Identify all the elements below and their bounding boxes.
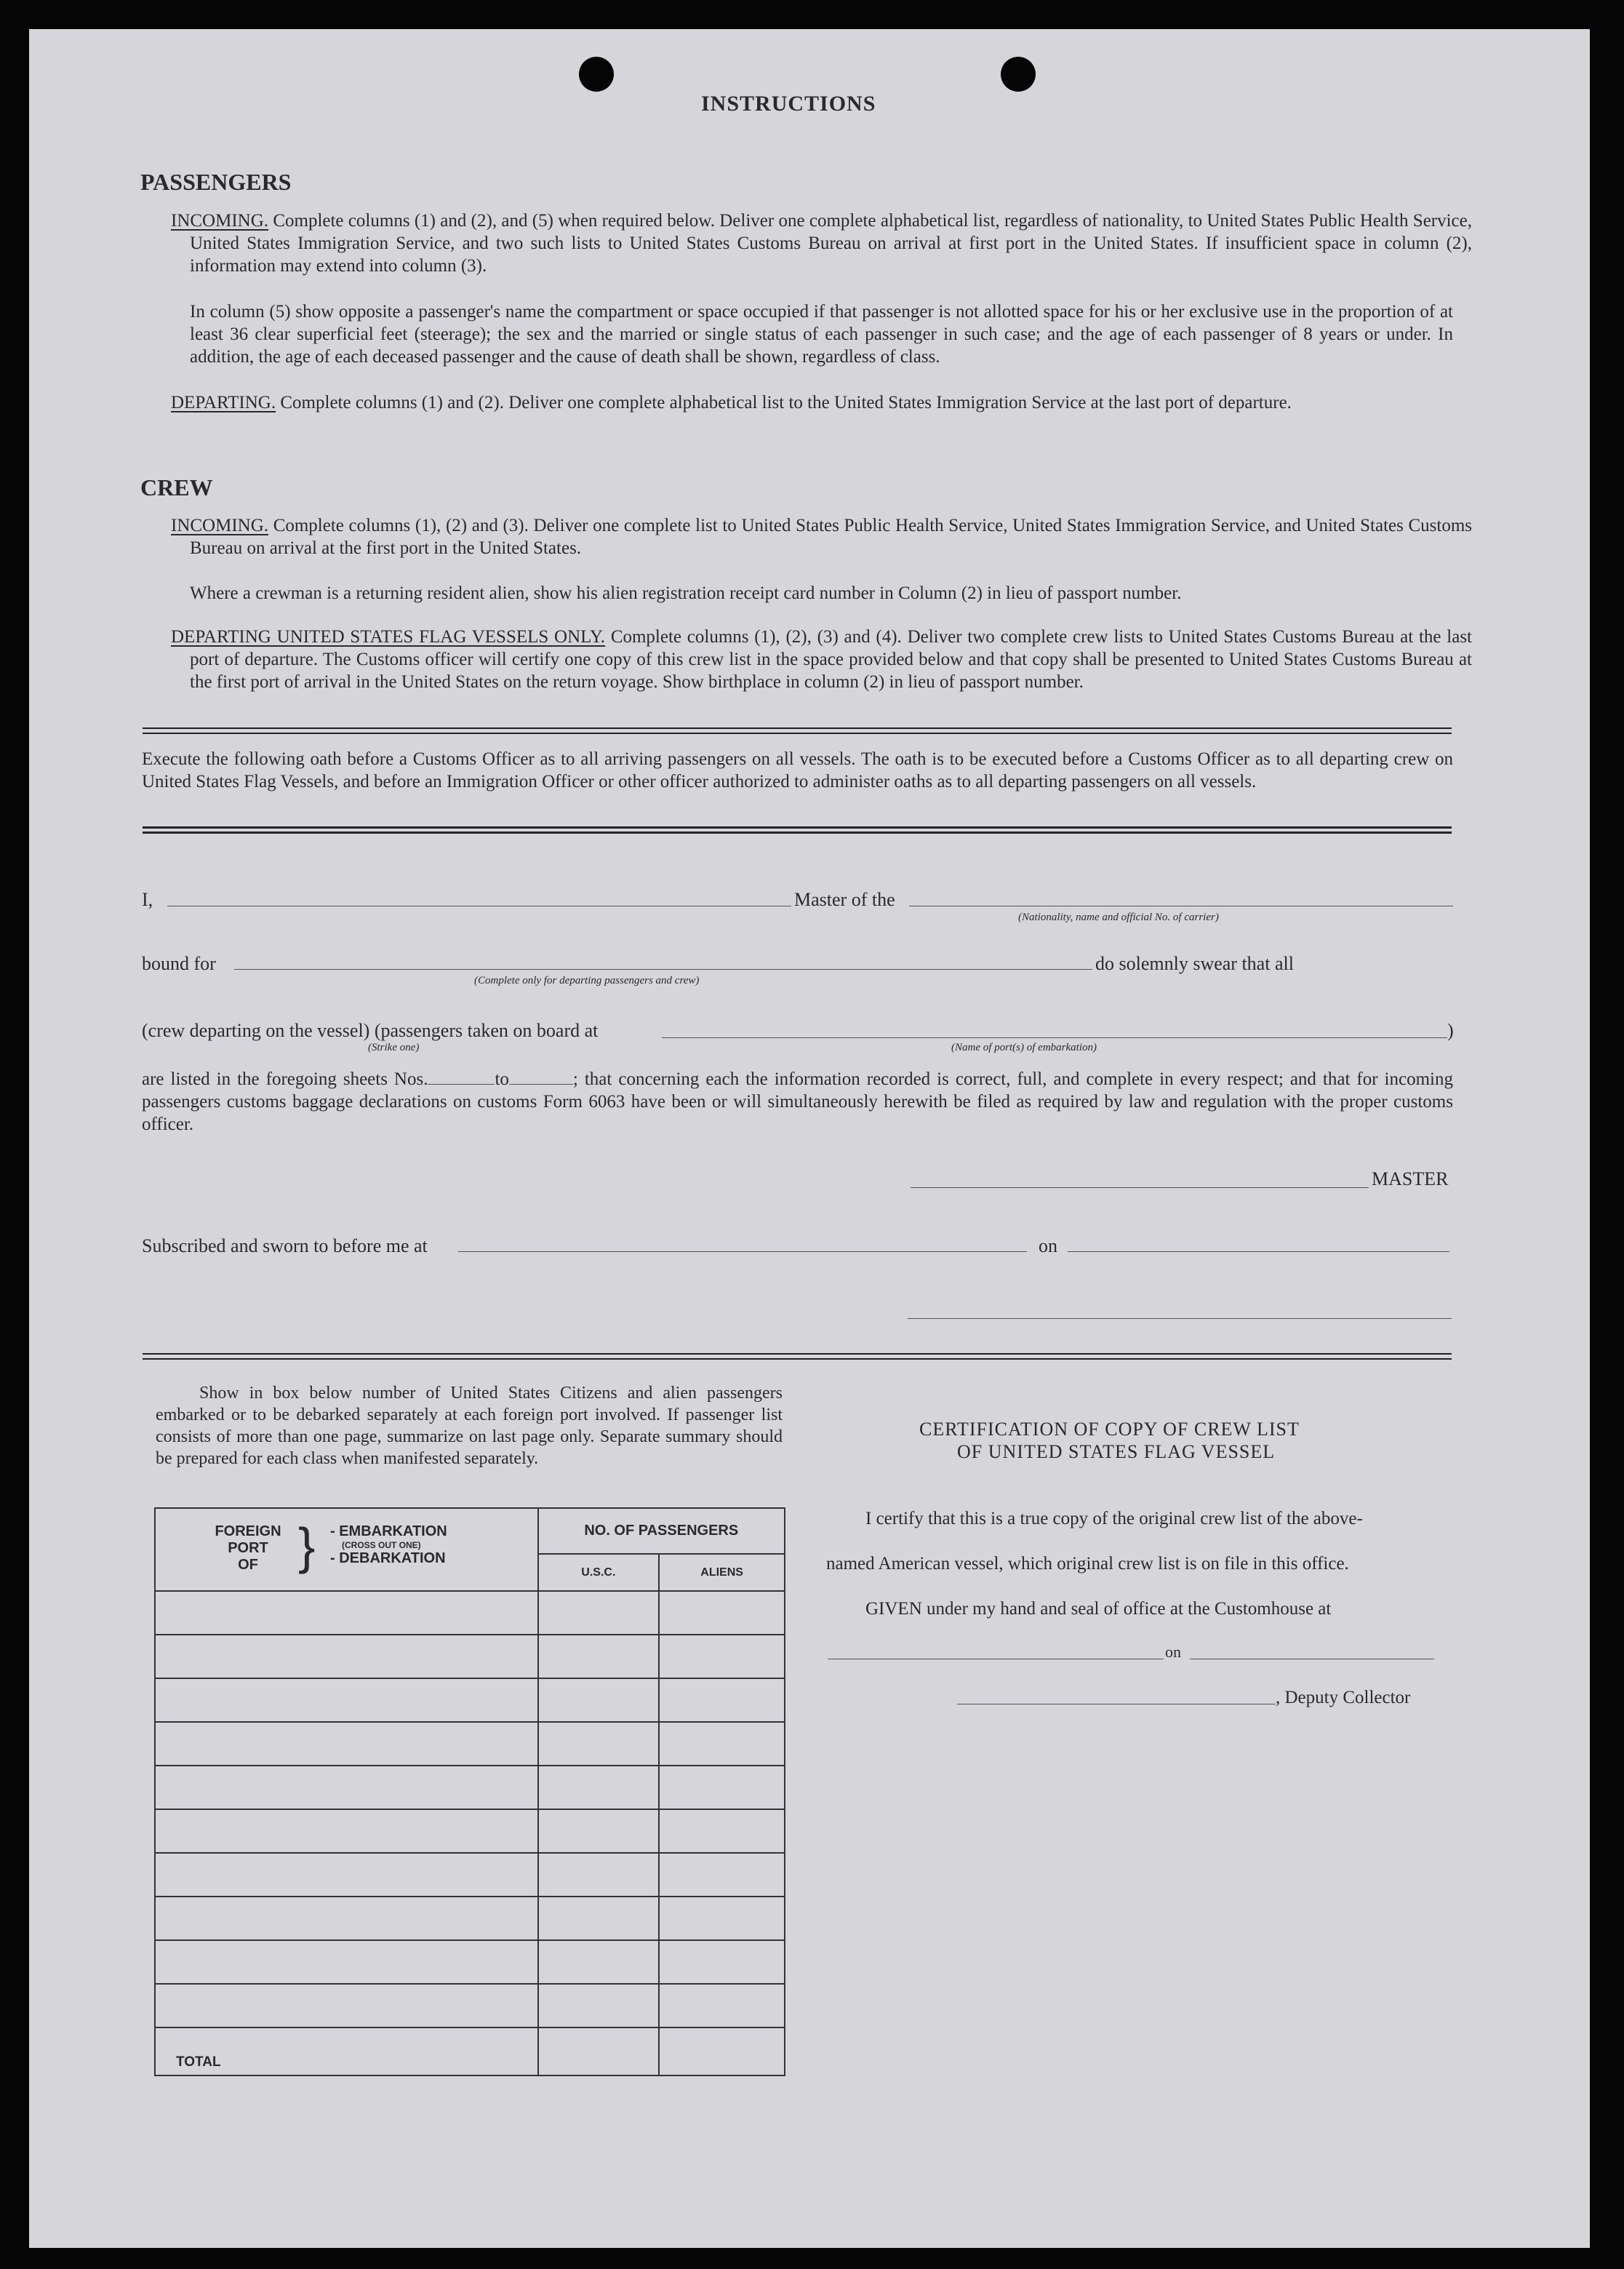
passenger-summary-table xyxy=(154,1507,785,2076)
certification-text-line1: I certify that this is a true copy of the original crew list of the above- xyxy=(865,1509,1363,1528)
port-cell-6[interactable] xyxy=(155,1809,538,1853)
brace: } xyxy=(298,1518,316,1574)
deputy-collector-label: , Deputy Collector xyxy=(1276,1688,1411,1707)
certification-title-line2: OF UNITED STATES FLAG VESSEL xyxy=(957,1441,1276,1462)
crew-heading: CREW xyxy=(140,474,213,501)
carrier-caption: (Nationality, name and official No. of carrier) xyxy=(1018,912,1219,923)
subscribed-label: Subscribed and sworn to before me at xyxy=(142,1235,428,1256)
form-page xyxy=(29,29,1590,2248)
crew-departing-text: Complete columns (1), (2), (3) and (4). Deliver two complete crew lists to United States Customs Bureau at the last port of departure. The Customs officer will certify one copy of this crew list in the space provided below and that copy shall be presented to United States Customs Bureau at the first port of arrival in the United States on the return voyage. Show birthplace in column (2) in lieu of passport number. xyxy=(190,627,1473,692)
port-cell-3[interactable] xyxy=(155,1678,538,1722)
passengers-incoming-paragraph xyxy=(171,210,1472,277)
usc-cell-3[interactable] xyxy=(538,1678,660,1722)
officer-signature-line[interactable] xyxy=(908,1318,1452,1319)
listed-to: to xyxy=(495,1069,509,1089)
usc-cell-2[interactable] xyxy=(538,1635,660,1678)
subscribed-place-line[interactable] xyxy=(458,1251,1027,1252)
close-paren: ) xyxy=(1447,1020,1454,1041)
of-label: OF xyxy=(238,1557,258,1573)
aliens-total-cell[interactable] xyxy=(659,2027,785,2075)
subscribed-date-line[interactable] xyxy=(1068,1251,1449,1252)
aliens-cell-5[interactable] xyxy=(659,1766,785,1809)
passengers-heading: PASSENGERS xyxy=(140,169,292,195)
master-of-the-label: Master of the xyxy=(794,889,895,910)
certification-on: on xyxy=(1165,1643,1181,1661)
crew-incoming-text: Complete columns (1), (2) and (3). Deliver one complete list to United States Public Health Service, United States Immigration Service, and United States Customs Bureau on arrival at the first port in the United States. xyxy=(190,516,1473,558)
listed-start: are listed in the foregoing sheets Nos. xyxy=(142,1069,428,1089)
cross-out-label: (CROSS OUT ONE) xyxy=(342,1540,421,1550)
port-caption: (Name of port(s) of embarkation) xyxy=(951,1042,1097,1053)
punch-hole-left xyxy=(579,57,614,92)
certification-given: GIVEN under my hand and seal of office at the Customhouse at xyxy=(865,1599,1332,1619)
usc-cell-5[interactable] xyxy=(538,1766,660,1809)
punch-hole-right xyxy=(1001,57,1036,92)
sheet-no-to-field[interactable] xyxy=(509,1084,573,1085)
port-cell-10[interactable] xyxy=(155,1984,538,2027)
crew-departing-label: DEPARTING UNITED STATES FLAG VESSELS ONLY. xyxy=(171,627,606,647)
bound-for-line[interactable] xyxy=(234,969,1092,970)
usc-cell-8[interactable] xyxy=(538,1897,660,1940)
port-cell-5[interactable] xyxy=(155,1766,538,1809)
foreign-label: FOREIGN xyxy=(215,1523,281,1539)
port-label: PORT xyxy=(228,1540,268,1556)
crew-departing-paragraph xyxy=(171,626,1472,693)
aliens-cell-3[interactable] xyxy=(659,1678,785,1722)
sheet-no-from-field[interactable] xyxy=(428,1084,495,1085)
divider-1 xyxy=(143,727,1452,734)
aliens-cell-10[interactable] xyxy=(659,1984,785,2027)
aliens-cell-8[interactable] xyxy=(659,1897,785,1940)
crew-incoming-label: INCOMING. xyxy=(171,516,269,535)
aliens-cell-4[interactable] xyxy=(659,1722,785,1766)
passengers-column5-paragraph: In column (5) show opposite a passenger's name the compartment or space occupied if that passenger is not allotted space for his or her exclusive use in the proportion of at least 36 clear superficial feet (steerage); the sex and the married or single status of each passenger in such case; and the age of each passenger of 8 years or under. In addition, the age of each deceased passenger and the cause of death shall be shown, regardless of class. xyxy=(190,302,1453,367)
certification-title-line1: CERTIFICATION OF COPY OF CREW LIST xyxy=(919,1419,1300,1440)
embarkation-label: - EMBARKATION xyxy=(330,1523,447,1539)
port-cell-4[interactable] xyxy=(155,1722,538,1766)
summary-instruction: Show in box below number of United States Citizens and alien passengers embarked or to be debarked separately at each foreign port involved. If passenger list consists of more than one page, summarize on last page only. Separate summary should be prepared for each class when manifested separately. xyxy=(156,1384,783,1468)
usc-cell-1[interactable] xyxy=(538,1591,660,1635)
crew-incoming-paragraph xyxy=(171,514,1472,559)
aliens-cell-9[interactable] xyxy=(659,1940,785,1984)
passengers-incoming-text: Complete columns (1) and (2), and (5) when required below. Deliver one complete alphabetical list, regardless of nationality, to United States Public Health Service, United States Immigration Service, and two such lists to United States Customs Bureau on arrival at first port in the United States. If insufficient space in column (2), information may extend into column (3). xyxy=(190,211,1473,276)
divider-3 xyxy=(143,1353,1452,1360)
subscribed-on-label: on xyxy=(1039,1235,1057,1256)
usc-cell-6[interactable] xyxy=(538,1809,660,1853)
listed-paragraph xyxy=(142,1068,1453,1136)
oath-i-label: I, xyxy=(142,889,153,910)
port-cell-8[interactable] xyxy=(155,1897,538,1940)
usc-cell-7[interactable] xyxy=(538,1853,660,1897)
aliens-cell-7[interactable] xyxy=(659,1853,785,1897)
embarkation-port-line[interactable] xyxy=(662,1037,1447,1038)
port-cell-7[interactable] xyxy=(155,1853,538,1897)
master-label: MASTER xyxy=(1372,1168,1449,1189)
no-of-passengers-header: NO. OF PASSENGERS xyxy=(538,1508,785,1554)
strike-caption: (Strike one) xyxy=(368,1042,420,1053)
bound-caption: (Complete only for departing passengers and crew) xyxy=(474,975,700,986)
certification-text-line2: named American vessel, which original crew list is on file in this office. xyxy=(826,1554,1349,1574)
aliens-cell-1[interactable] xyxy=(659,1591,785,1635)
listed-end: ; that concerning each the information recorded is correct, full, and complete in every respect; and that for incoming passengers customs baggage declarations on customs Form 6063 have been or will simultaneously herewith be filed as required by law and regulation with the proper customs officer. xyxy=(142,1069,1453,1134)
crew-resident-paragraph: Where a crewman is a returning resident alien, show his alien registration receipt card number in Column (2) in lieu of passport number. xyxy=(190,583,1182,603)
page-title: INSTRUCTIONS xyxy=(701,92,876,116)
debarkation-label: - DEBARKATION xyxy=(330,1550,446,1566)
port-cell-2[interactable] xyxy=(155,1635,538,1678)
passengers-incoming-label: INCOMING. xyxy=(171,211,269,231)
swear-text: do solemnly swear that all xyxy=(1095,953,1294,974)
port-cell-1[interactable] xyxy=(155,1591,538,1635)
total-label: TOTAL xyxy=(155,2027,538,2075)
divider-2 xyxy=(143,826,1452,834)
usc-cell-4[interactable] xyxy=(538,1722,660,1766)
usc-total-cell[interactable] xyxy=(538,2027,660,2075)
passengers-departing-text: Complete columns (1) and (2). Deliver one complete alphabetical list to the United States Immigration Service at the last port of departure. xyxy=(280,393,1292,412)
usc-header: U.S.C. xyxy=(538,1554,660,1591)
oath-instruction-paragraph: Execute the following oath before a Customs Officer as to all arriving passengers on all vessels. The oath is to be executed before a Customs Officer as to all departing crew on United States Flag Vessels, and before an Immigration Officer or other officer authorized to administer oaths as to all departing passengers on all vessels. xyxy=(142,749,1453,791)
usc-cell-10[interactable] xyxy=(538,1984,660,2027)
aliens-cell-2[interactable] xyxy=(659,1635,785,1678)
passengers-departing-paragraph xyxy=(171,391,1472,414)
port-header-cell xyxy=(155,1508,538,1591)
usc-cell-9[interactable] xyxy=(538,1940,660,1984)
passengers-departing-label: DEPARTING. xyxy=(171,393,276,412)
bound-for-label: bound for xyxy=(142,953,216,974)
crew-passengers-text: (crew departing on the vessel) (passengers taken on board at xyxy=(142,1020,599,1041)
master-signature-line[interactable] xyxy=(911,1187,1369,1188)
port-cell-9[interactable] xyxy=(155,1940,538,1984)
aliens-header: ALIENS xyxy=(659,1554,785,1591)
aliens-cell-6[interactable] xyxy=(659,1809,785,1853)
